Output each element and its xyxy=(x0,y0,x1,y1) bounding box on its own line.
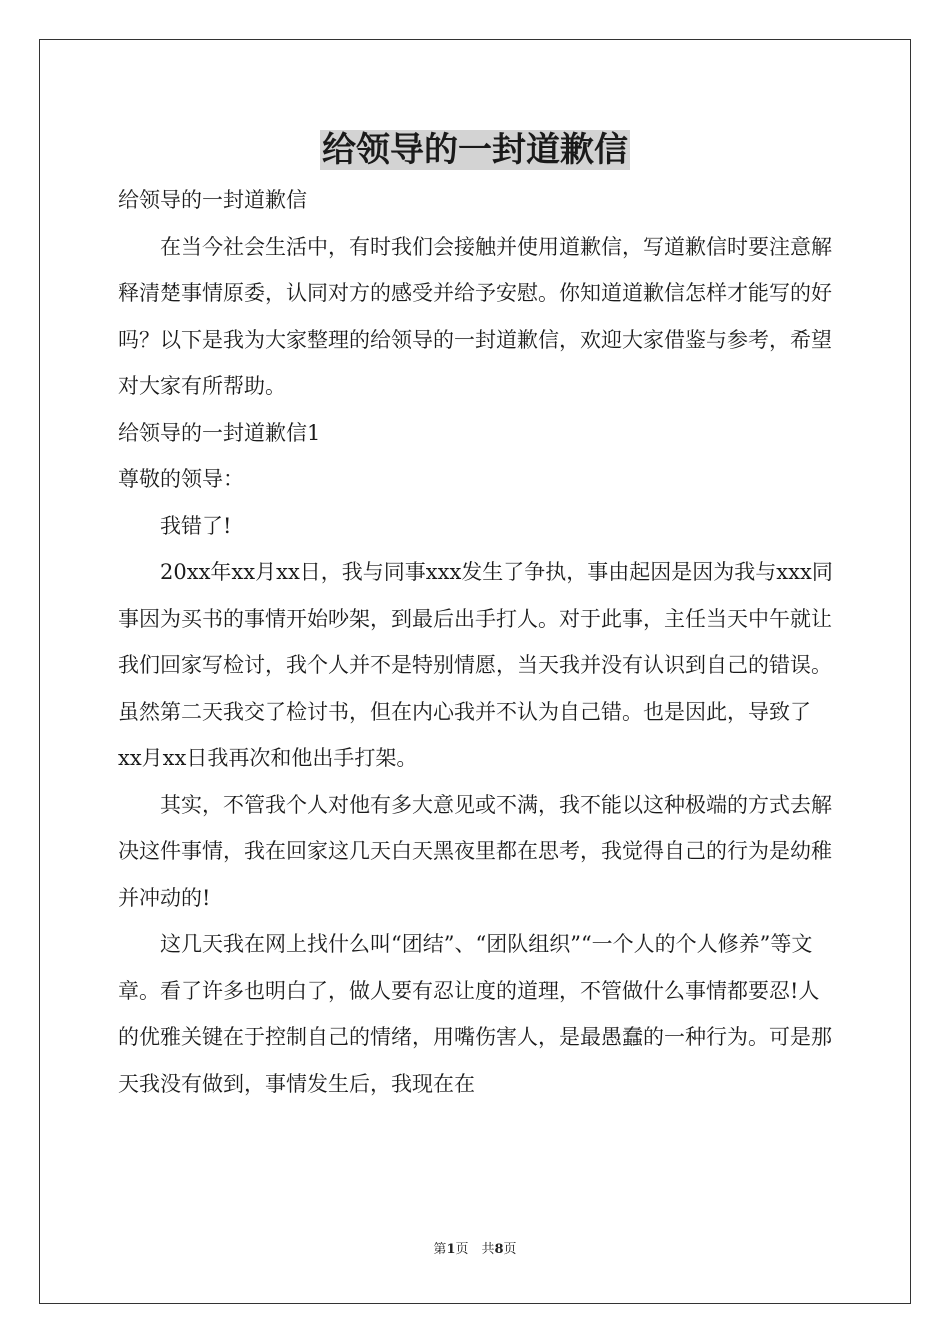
intro-paragraph: 在当今社会生活中，有时我们会接触并使用道歉信，写道歉信时要注意解释清楚事情原委，认同对方的感受并给予安慰。你知道道歉信怎样才能写的好吗？以下是我为大家整理的给领导的一封道歉信，欢迎大家借鉴与参考，希望对大家有所帮助。 xyxy=(118,234,832,398)
footer-page-suffix: 页 xyxy=(503,1242,517,1257)
salutation: 尊敬的领导： xyxy=(118,467,244,491)
body-paragraph-2: 其实，不管我个人对他有多大意见或不满，我不能以这种极端的方式去解决这件事情，我在回家这几天白天黑夜里都在思考，我觉得自己的行为是幼稚并冲动的! xyxy=(118,792,832,910)
page-footer xyxy=(40,1238,910,1257)
document-page xyxy=(39,39,911,1304)
document-title xyxy=(40,126,910,174)
footer-page-mid: 页 共 xyxy=(455,1242,495,1257)
document-body xyxy=(118,177,834,1107)
section-title: 给领导的一封道歉信1 xyxy=(118,420,321,445)
footer-page-current: 1 xyxy=(446,1242,456,1257)
footer-page-prefix: 第 xyxy=(433,1242,447,1257)
body-paragraph-1: 20xx年xx月xx日，我与同事xxx发生了争执，事由起因是因为我与xxx同事因为买书的事情开始吵架，到最后出手打人。对于此事，主任当天中午就让我们回家写检讨，我个人并不是特别情愿，当天我并没有认识到自己的错误。虽然第二天我交了检讨书，但在内心我并不认为自己错。也是因此，导致了xx月xx日我再次和他出手打架。 xyxy=(118,560,833,770)
footer-page-total: 8 xyxy=(494,1242,504,1257)
document-title-text: 给领导的一封道歉信 xyxy=(322,130,628,170)
document-subtitle: 给领导的一封道歉信 xyxy=(118,188,307,212)
body-paragraph-3: 这几天我在网上找什么叫“团结”、“团队组织”“一个人的个人修养”等文章。看了许多也明白了，做人要有忍让度的道理，不管做什么事情都要忍!人的优雅关键在于控制自己的情绪，用嘴伤害人，是最愚蠢的一种行为。可是那天我没有做到，事情发生后，我现在在 xyxy=(118,932,832,1096)
opening-line: 我错了! xyxy=(160,513,232,538)
